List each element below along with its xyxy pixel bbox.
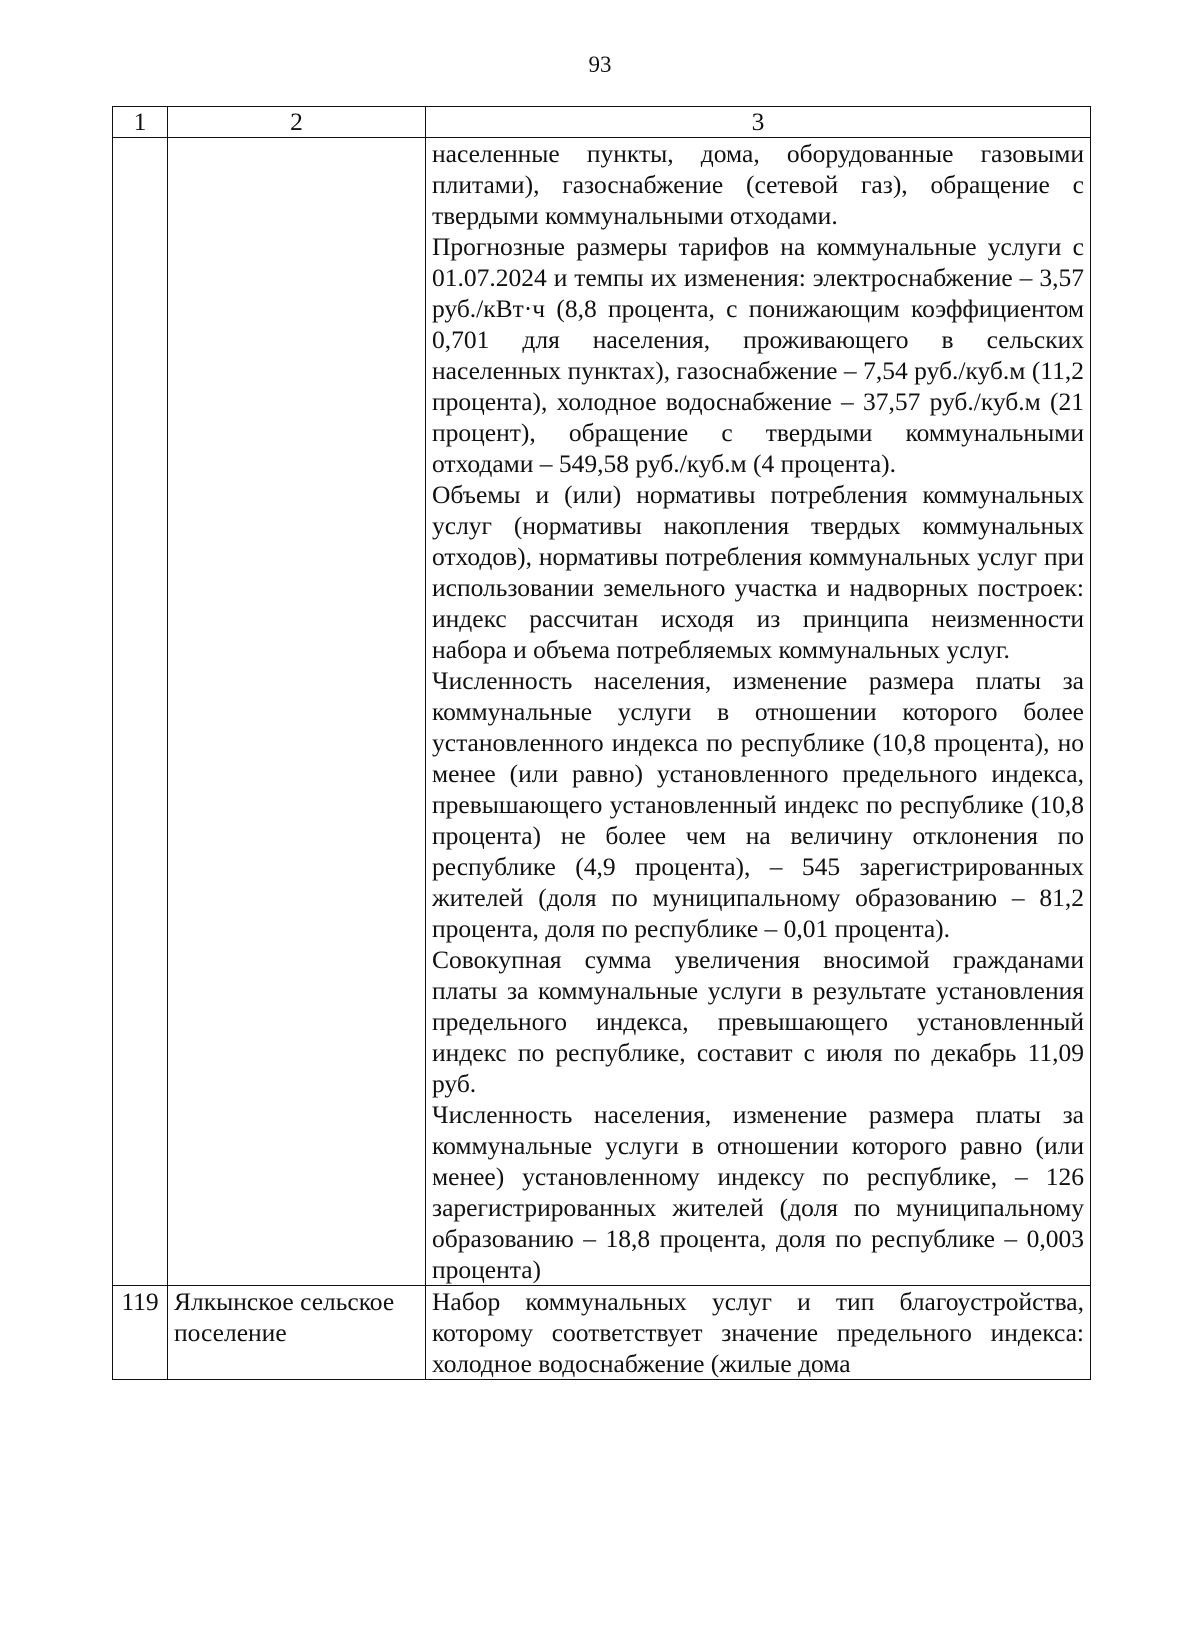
municipality-name: Ялкынское сельское поселение	[168, 1286, 426, 1380]
cell-description-continued	[426, 138, 1091, 1286]
table-header-row	[113, 107, 1091, 138]
paragraph-population-within-index: Численность населения, изменение размера платы за коммунальные услуги в отношении которого равно (или менее) установленному индексу по республике, – 126 зарегистрированных жителей (доля по муниципальному образованию – 18,8 процента, доля по республике – 0,003 процента)	[432, 1100, 1084, 1284]
page-number: 93	[588, 52, 612, 77]
cell-name-empty	[168, 138, 426, 1286]
tariff-table	[112, 106, 1091, 1380]
table-row-continued	[113, 138, 1091, 1286]
table-row-119	[113, 1286, 1091, 1380]
cell-number-empty	[113, 138, 168, 1286]
paragraph-tariff-forecast: Прогнозные размеры тарифов на коммунальные услуги с 01.07.2024 и темпы их изменения: электроснабжение – 3,57 руб./кВт·ч (8,8 процента, с понижающим коэффициентом 0,701 для населения, проживающего в сельских населенных пунктах), газоснабжение – 7,54 руб./куб.м (11,2 процента), холодное водоснабжение – 37,57 руб./куб.м (21 процент), обращение с твердыми коммунальными отходами – 549,58 руб./куб.м (4 процента).	[432, 232, 1084, 478]
paragraph-utility-set-continued: населенные пункты, дома, оборудованные газовыми плитами), газоснабжение (сетевой газ), обращение с твердыми коммунальными отходами.	[432, 139, 1084, 230]
column-header-2: 2	[168, 107, 426, 138]
row-number: 119	[113, 1286, 168, 1380]
column-header-3: 3	[426, 107, 1091, 138]
paragraph-total-increase: Совокупная сумма увеличения вносимой гражданами платы за коммунальные услуги в результате установления предельного индекса, превышающего установленный индекс по республике, составит с июля по декабрь 11,09 руб.	[432, 945, 1084, 1098]
cell-description	[426, 1286, 1091, 1380]
column-header-1: 1	[113, 107, 168, 138]
paragraph-consumption-norms: Объемы и (или) нормативы потребления коммунальных услуг (нормативы накопления твердых коммунальных отходов), нормативы потребления коммунальных услуг при использовании земельного участка и надворных построек: индекс рассчитан исходя из принципа неизменности набора и объема потребляемых коммунальных услуг.	[432, 480, 1084, 664]
paragraph-population-above-index: Численность населения, изменение размера платы за коммунальные услуги в отношении которого более установленного индекса по республике (10,8 процента), но менее (или равно) установленного предельного индекса, превышающего установленный индекс по республике (10,8 процента) не более чем на величину отклонения по республике (4,9 процента), – 545 зарегистрированных жителей (доля по муниципальному образованию – 81,2 процента, доля по республике – 0,01 процента).	[432, 666, 1084, 943]
paragraph-utility-set: Набор коммунальных услуг и тип благоустройства, которому соответствует значение предельного индекса: холодное водоснабжение (жилые дома	[432, 1287, 1084, 1378]
